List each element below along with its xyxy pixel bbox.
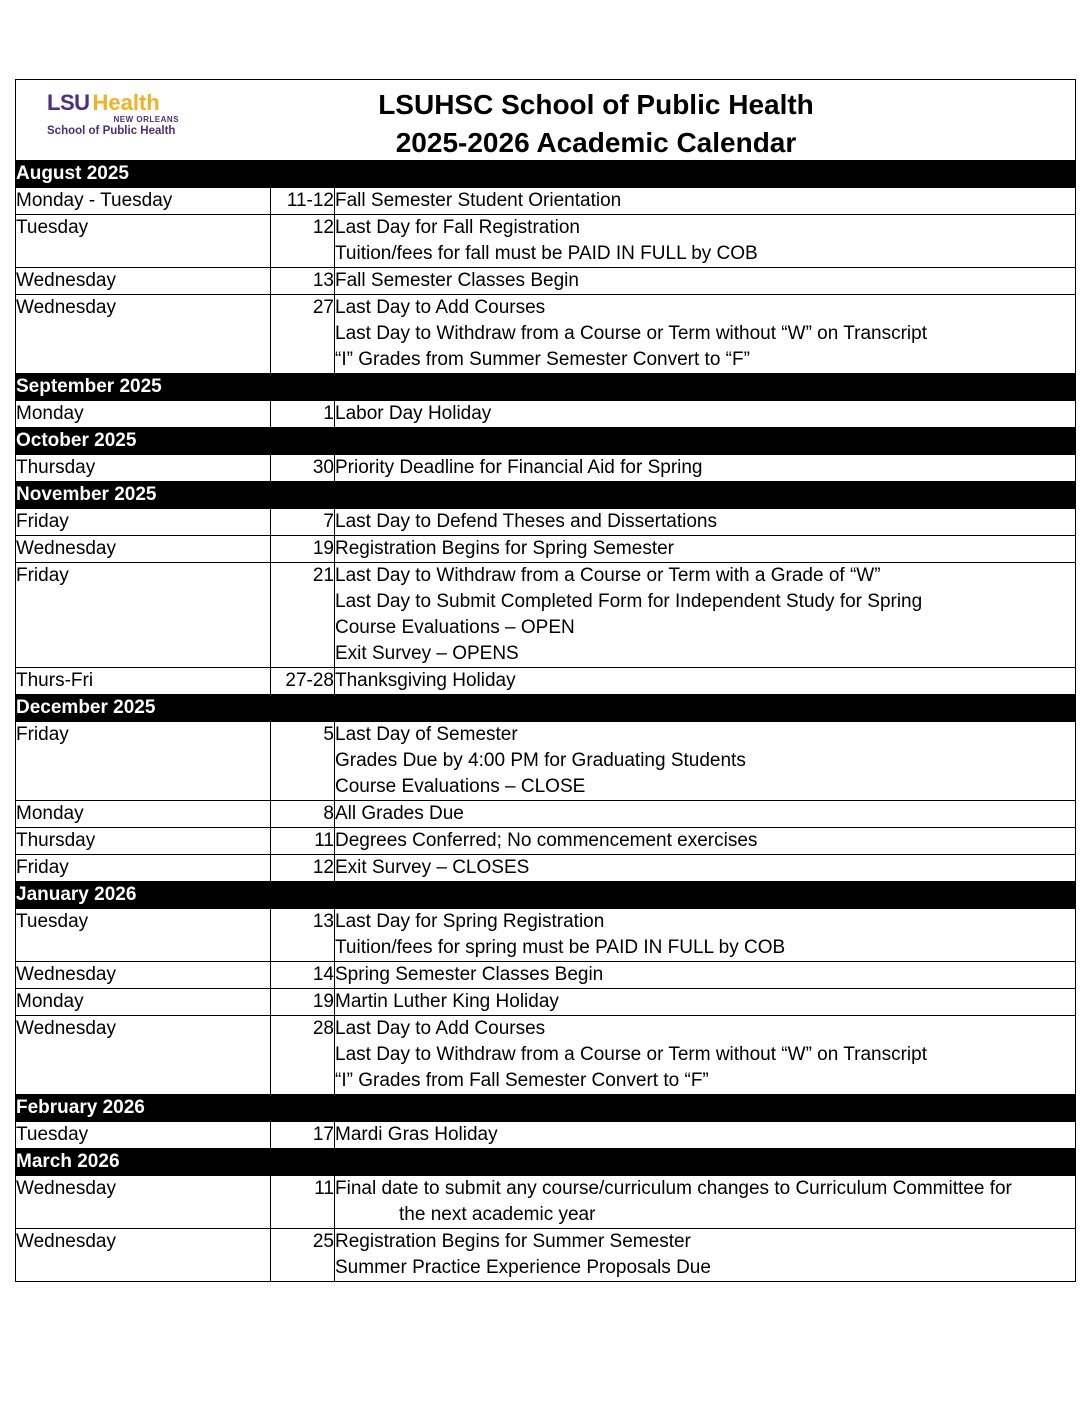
event-day: Tuesday: [16, 1122, 271, 1149]
month-header-row: [16, 161, 1076, 188]
event-date: 7: [271, 509, 335, 536]
event-day: Friday: [16, 563, 271, 668]
event-row: [16, 962, 1076, 989]
event-day: Thurs-Fri: [16, 668, 271, 695]
event-row: [16, 668, 1076, 695]
logo-health-text: Health: [92, 90, 160, 115]
event-row: [16, 215, 1076, 268]
header-cell: [16, 80, 1076, 161]
month-header-date-cell: [271, 374, 335, 401]
event-day: Monday: [16, 989, 271, 1016]
event-description-line: Tuition/fees for fall must be PAID IN FULL by COB: [335, 243, 758, 264]
event-description-line: Last Day of Semester: [335, 724, 518, 745]
event-description: [335, 268, 1076, 295]
event-description-line: Final date to submit any course/curriculum changes to Curriculum Committee for: [335, 1178, 1012, 1199]
event-description-line: Last Day to Add Courses: [335, 297, 546, 318]
month-header-row: [16, 374, 1076, 401]
page-title: [316, 86, 876, 162]
event-date: 1: [271, 401, 335, 428]
event-day: Friday: [16, 509, 271, 536]
event-date: 13: [271, 909, 335, 962]
event-date: 27: [271, 295, 335, 374]
month-header-row: [16, 695, 1076, 722]
event-description-line: Degrees Conferred; No commencement exercises: [335, 830, 758, 851]
month-header-desc-cell: [335, 695, 1076, 722]
event-day: Wednesday: [16, 1016, 271, 1095]
event-description-line: Exit Survey – CLOSES: [335, 857, 530, 878]
event-description: [335, 401, 1076, 428]
month-label: August 2025: [16, 161, 271, 188]
event-day: Wednesday: [16, 268, 271, 295]
event-day: Monday - Tuesday: [16, 188, 271, 215]
event-day: Monday: [16, 801, 271, 828]
event-description-line: Course Evaluations – OPEN: [335, 617, 575, 638]
event-description-line: Fall Semester Student Orientation: [335, 190, 622, 211]
event-day: Wednesday: [16, 536, 271, 563]
academic-calendar-table: [15, 79, 1076, 1282]
event-description-line: Last Day to Withdraw from a Course or Term without “W” on Transcript: [335, 323, 927, 344]
month-header-row: [16, 1095, 1076, 1122]
event-day: Wednesday: [16, 1229, 271, 1282]
event-date: 14: [271, 962, 335, 989]
event-date: 27-28: [271, 668, 335, 695]
event-date: 17: [271, 1122, 335, 1149]
event-description-line: Last Day to Defend Theses and Dissertations: [335, 511, 717, 532]
event-date: 25: [271, 1229, 335, 1282]
event-row: [16, 509, 1076, 536]
event-row: [16, 722, 1076, 801]
month-header-date-cell: [271, 428, 335, 455]
month-header-row: [16, 428, 1076, 455]
event-description: [335, 801, 1076, 828]
month-header-desc-cell: [335, 161, 1076, 188]
month-label: October 2025: [16, 428, 271, 455]
month-header-date-cell: [271, 161, 335, 188]
event-description-line: the next academic year: [399, 1204, 596, 1225]
month-header-desc-cell: [335, 882, 1076, 909]
event-description-line: Last Day to Submit Completed Form for Independent Study for Spring: [335, 591, 923, 612]
event-date: 30: [271, 455, 335, 482]
month-header-date-cell: [271, 695, 335, 722]
month-label: January 2026: [16, 882, 271, 909]
event-description-line: “I” Grades from Fall Semester Convert to “F”: [335, 1070, 709, 1091]
month-label: March 2026: [16, 1149, 271, 1176]
event-description: [335, 536, 1076, 563]
event-description: [335, 1176, 1076, 1229]
month-header-desc-cell: [335, 1149, 1076, 1176]
event-day: Thursday: [16, 455, 271, 482]
event-day: Wednesday: [16, 295, 271, 374]
lsu-health-logo: [47, 92, 187, 138]
event-description: [335, 509, 1076, 536]
header-row: [16, 80, 1076, 161]
month-header-date-cell: [271, 882, 335, 909]
event-description: [335, 828, 1076, 855]
event-date: 19: [271, 536, 335, 563]
event-row: [16, 1176, 1076, 1229]
event-date: 19: [271, 989, 335, 1016]
event-date: 11-12: [271, 188, 335, 215]
event-row: [16, 536, 1076, 563]
event-row: [16, 563, 1076, 668]
event-row: [16, 855, 1076, 882]
event-row: [16, 401, 1076, 428]
event-date: 12: [271, 855, 335, 882]
event-description-line: Last Day to Add Courses: [335, 1018, 546, 1039]
month-label: September 2025: [16, 374, 271, 401]
event-row: [16, 909, 1076, 962]
month-header-desc-cell: [335, 1095, 1076, 1122]
event-row: [16, 1122, 1076, 1149]
event-description: [335, 722, 1076, 801]
month-header-date-cell: [271, 1149, 335, 1176]
event-description-line: Last Day to Withdraw from a Course or Term without “W” on Transcript: [335, 1044, 927, 1065]
event-description: [335, 962, 1076, 989]
month-header-desc-cell: [335, 374, 1076, 401]
event-description: [335, 188, 1076, 215]
event-description-line: Labor Day Holiday: [335, 403, 492, 424]
event-day: Wednesday: [16, 1176, 271, 1229]
event-day: Friday: [16, 722, 271, 801]
event-description-line: Registration Begins for Spring Semester: [335, 538, 674, 559]
title-line-1: LSUHSC School of Public Health: [378, 89, 814, 120]
calendar-body: [16, 80, 1076, 1282]
event-description: [335, 668, 1076, 695]
event-description-line: Thanksgiving Holiday: [335, 670, 516, 691]
month-header-desc-cell: [335, 482, 1076, 509]
event-row: [16, 268, 1076, 295]
logo-school-name: School of Public Health: [47, 125, 176, 137]
month-label: February 2026: [16, 1095, 271, 1122]
event-description-line: Spring Semester Classes Begin: [335, 964, 604, 985]
event-description: [335, 989, 1076, 1016]
month-header-row: [16, 1149, 1076, 1176]
event-row: [16, 295, 1076, 374]
event-day: Wednesday: [16, 962, 271, 989]
event-day: Friday: [16, 855, 271, 882]
event-description-line: Mardi Gras Holiday: [335, 1124, 498, 1145]
event-day: Tuesday: [16, 909, 271, 962]
event-description: [335, 1229, 1076, 1282]
event-row: [16, 455, 1076, 482]
month-header-date-cell: [271, 482, 335, 509]
event-description: [335, 563, 1076, 668]
event-row: [16, 1229, 1076, 1282]
event-description: [335, 1122, 1076, 1149]
month-header-desc-cell: [335, 428, 1076, 455]
event-date: 8: [271, 801, 335, 828]
event-description: [335, 295, 1076, 374]
event-description-line: Priority Deadline for Financial Aid for Spring: [335, 457, 703, 478]
event-row: [16, 801, 1076, 828]
event-row: [16, 989, 1076, 1016]
event-date: 12: [271, 215, 335, 268]
event-description-line: “I” Grades from Summer Semester Convert to “F”: [335, 349, 750, 370]
event-description-line: Martin Luther King Holiday: [335, 991, 559, 1012]
event-description-line: Summer Practice Experience Proposals Due: [335, 1257, 711, 1278]
month-header-row: [16, 882, 1076, 909]
event-description-line: All Grades Due: [335, 803, 464, 824]
event-description-line: Last Day for Spring Registration: [335, 911, 605, 932]
event-description: [335, 215, 1076, 268]
event-description-line: Tuition/fees for spring must be PAID IN FULL by COB: [335, 937, 786, 958]
event-day: Thursday: [16, 828, 271, 855]
event-date: 21: [271, 563, 335, 668]
event-row: [16, 188, 1076, 215]
event-description-line: Course Evaluations – CLOSE: [335, 776, 586, 797]
logo-location: NEW ORLEANS: [113, 115, 179, 124]
event-description-line: Grades Due by 4:00 PM for Graduating Students: [335, 750, 746, 771]
event-description-line: Exit Survey – OPENS: [335, 643, 519, 664]
event-description-line: Last Day to Withdraw from a Course or Term with a Grade of “W”: [335, 565, 881, 586]
month-header-date-cell: [271, 1095, 335, 1122]
event-row: [16, 828, 1076, 855]
event-description: [335, 1016, 1076, 1095]
event-date: 11: [271, 1176, 335, 1229]
month-label: November 2025: [16, 482, 271, 509]
event-date: 11: [271, 828, 335, 855]
event-description-line: Fall Semester Classes Begin: [335, 270, 579, 291]
event-date: 5: [271, 722, 335, 801]
event-row: [16, 1016, 1076, 1095]
title-line-2: 2025-2026 Academic Calendar: [395, 127, 797, 158]
event-description: [335, 909, 1076, 962]
month-header-row: [16, 482, 1076, 509]
event-day: Tuesday: [16, 215, 271, 268]
event-description-line: Registration Begins for Summer Semester: [335, 1231, 691, 1252]
event-date: 28: [271, 1016, 335, 1095]
event-description-line: Last Day for Fall Registration: [335, 217, 580, 238]
event-description: [335, 455, 1076, 482]
month-label: December 2025: [16, 695, 271, 722]
event-date: 13: [271, 268, 335, 295]
event-day: Monday: [16, 401, 271, 428]
logo-lsu-text: LSU: [47, 90, 90, 115]
event-description: [335, 855, 1076, 882]
